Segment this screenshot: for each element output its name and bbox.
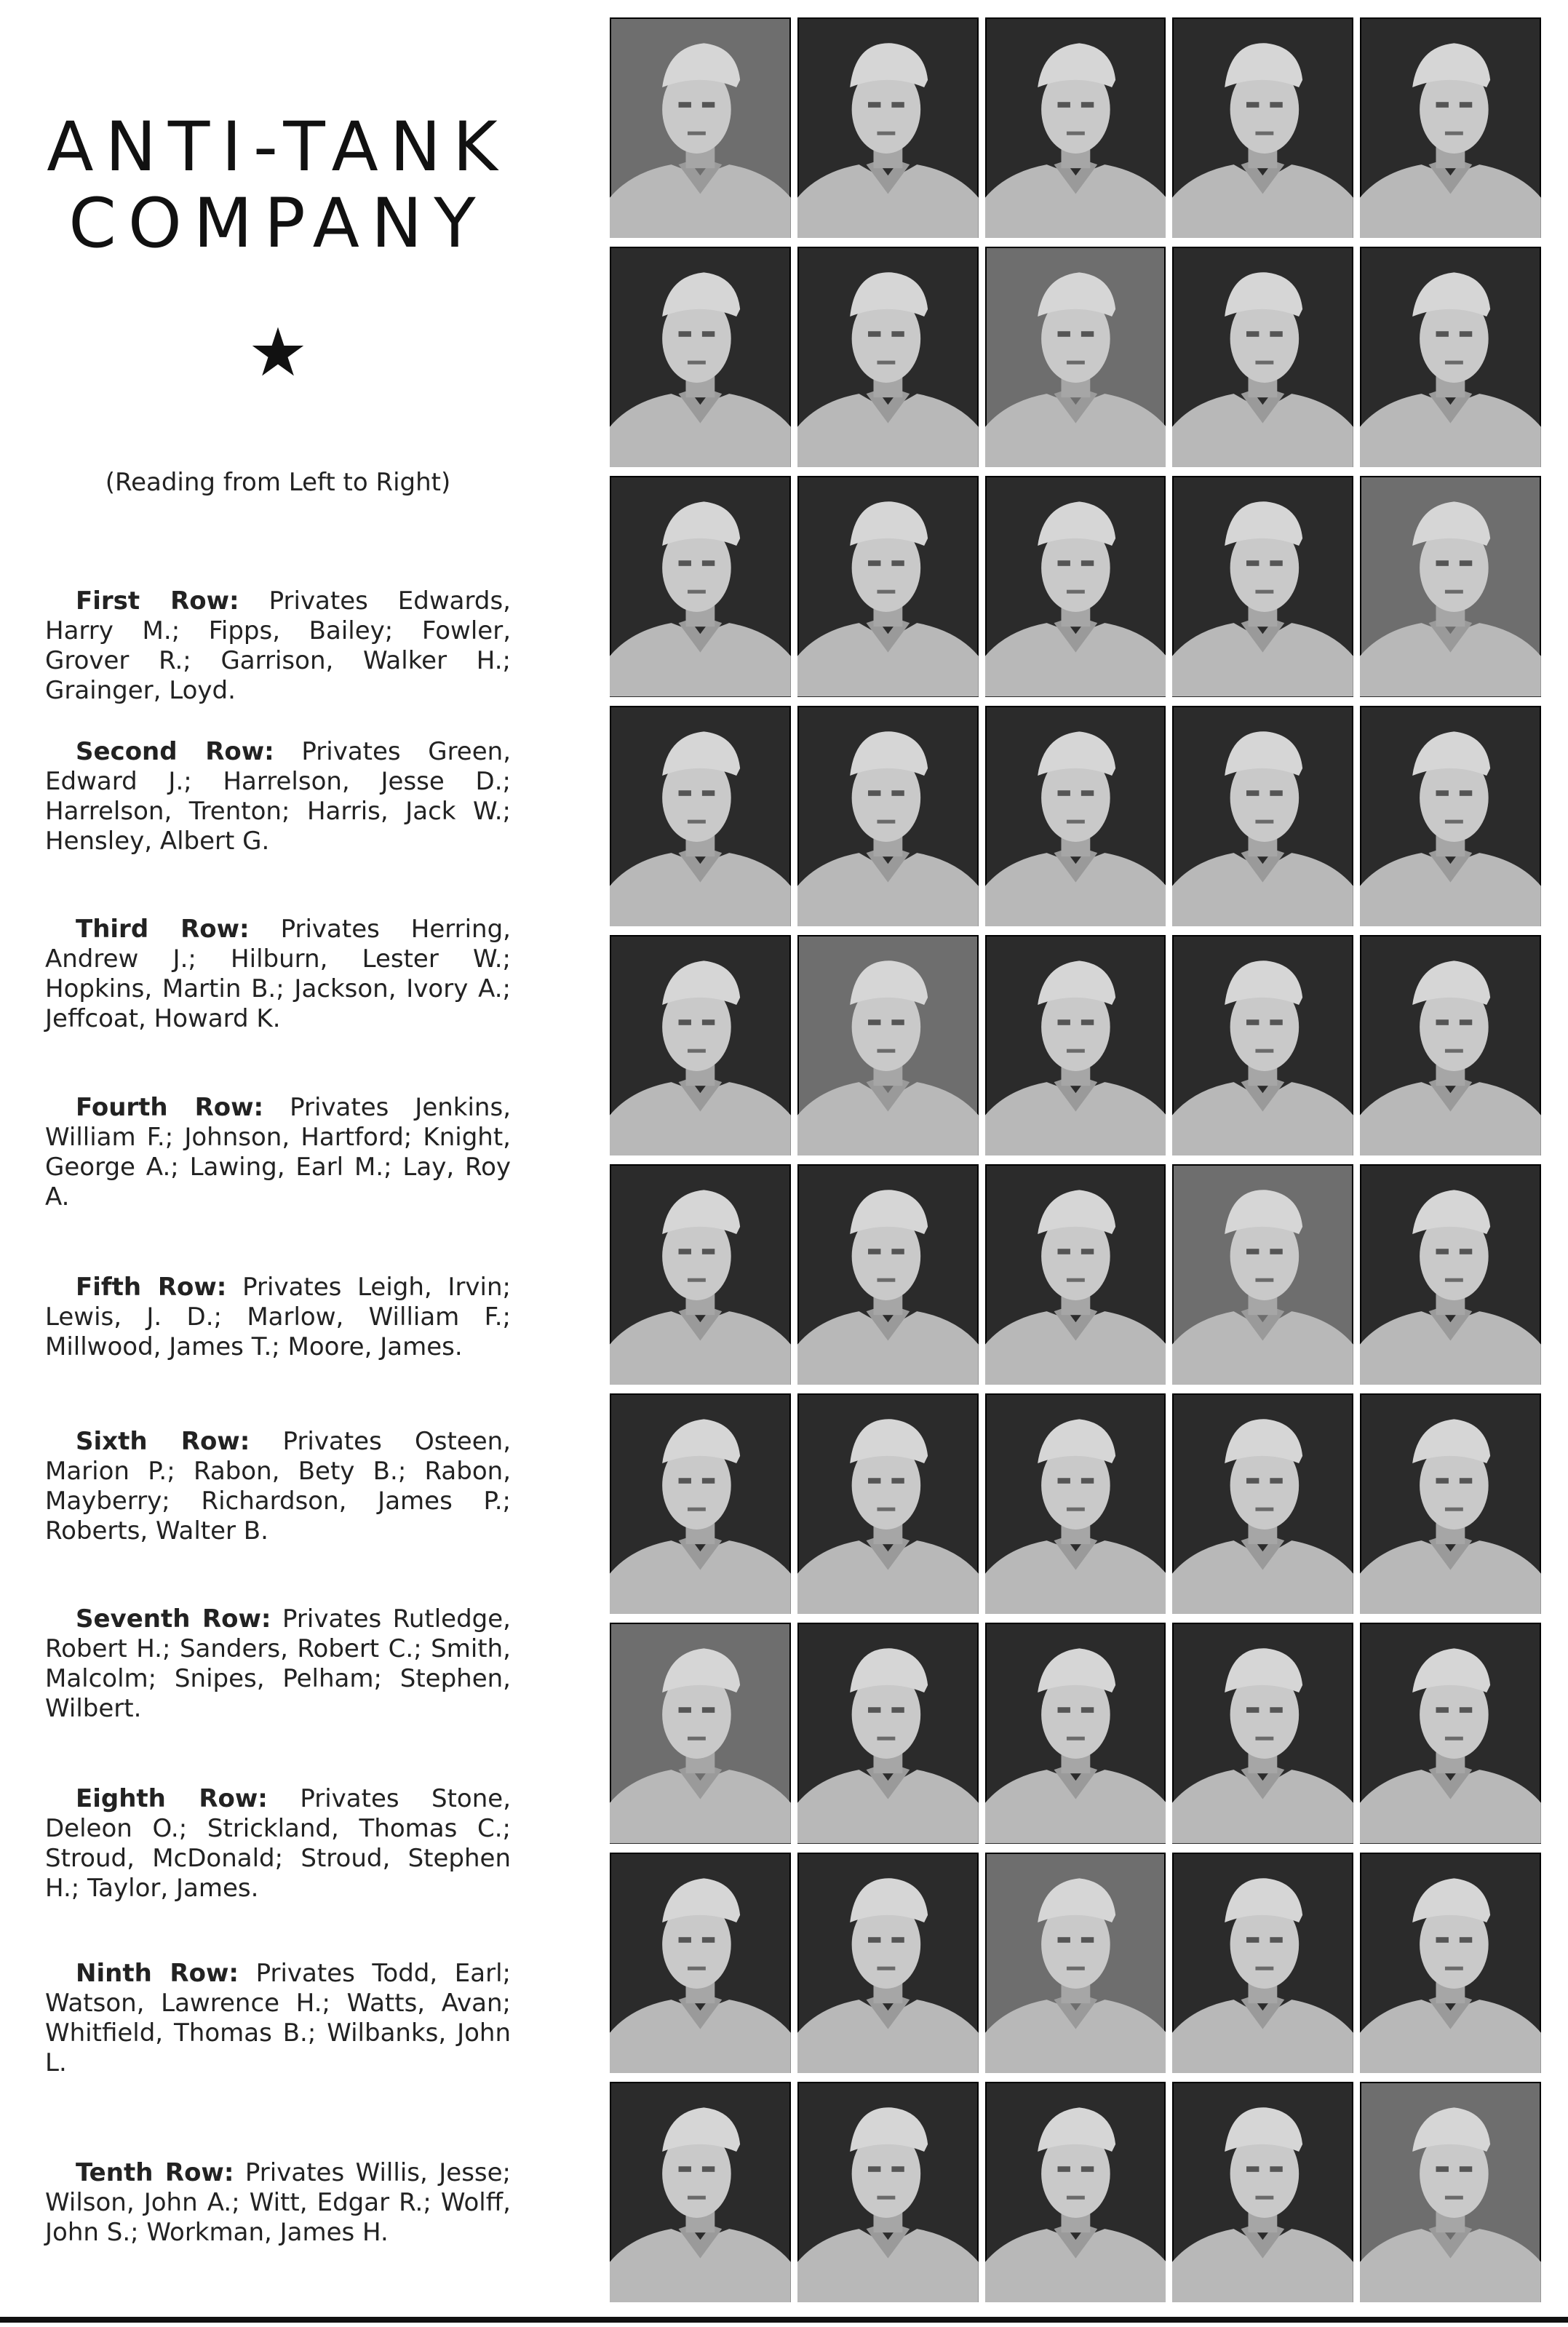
row-names: Privates Rutledge, Robert H.; Sanders, Robert C.; Smith, Malcolm; Snipes, Pelham; Stephen, Wilbert. — [45, 1604, 511, 1723]
portrait-photo — [797, 935, 979, 1155]
portrait-photo — [1360, 1164, 1541, 1385]
portrait-photo — [797, 1164, 979, 1385]
portrait-photo — [1172, 706, 1353, 926]
row-label: Eighth Row: — [76, 1784, 268, 1813]
soldier-portrait-icon — [610, 17, 791, 238]
soldier-portrait-icon — [797, 17, 979, 238]
soldier-portrait-icon — [1360, 935, 1541, 1155]
star-icon: ★ — [247, 313, 309, 391]
row-caption — [45, 1784, 511, 1904]
soldier-portrait-icon — [985, 476, 1166, 696]
portrait-photo — [797, 1623, 979, 1843]
soldier-portrait-icon — [1360, 706, 1541, 926]
title-line-1: ANTI-TANK — [47, 108, 509, 187]
soldier-portrait-icon — [985, 935, 1166, 1155]
soldier-portrait-icon — [1360, 2082, 1541, 2302]
soldier-portrait-icon — [1172, 2082, 1353, 2302]
portrait-photo — [610, 1164, 791, 1385]
row-caption — [45, 586, 511, 706]
portrait-photo — [797, 1853, 979, 2073]
portrait-photo — [610, 1853, 791, 2073]
portrait-photo — [1172, 1393, 1353, 1614]
portrait-photo — [797, 17, 979, 238]
soldier-portrait-icon — [797, 1393, 979, 1614]
soldier-portrait-icon — [1360, 476, 1541, 696]
soldier-portrait-icon — [610, 706, 791, 926]
soldier-portrait-icon — [1172, 935, 1353, 1155]
soldier-portrait-icon — [985, 2082, 1166, 2302]
portrait-photo — [1360, 706, 1541, 926]
portrait-photo — [985, 476, 1166, 696]
soldier-portrait-icon — [1172, 17, 1353, 238]
portrait-photo — [985, 1393, 1166, 1614]
portrait-photo — [1172, 247, 1353, 467]
soldier-portrait-icon — [985, 17, 1166, 238]
row-label: Second Row: — [76, 737, 274, 766]
portrait-photo — [1360, 17, 1541, 238]
soldier-portrait-icon — [985, 1393, 1166, 1614]
portrait-photo — [1360, 2082, 1541, 2302]
soldier-portrait-icon — [1360, 1164, 1541, 1385]
soldier-portrait-icon — [610, 1164, 791, 1385]
soldier-portrait-icon — [797, 1853, 979, 2073]
portrait-photo — [985, 2082, 1166, 2302]
soldier-portrait-icon — [985, 1623, 1166, 1843]
soldier-portrait-icon — [610, 476, 791, 696]
row-label: Fifth Row: — [76, 1273, 227, 1302]
portrait-photo — [985, 1623, 1166, 1843]
portrait-photo — [797, 2082, 979, 2302]
portrait-photo — [985, 1164, 1166, 1385]
soldier-portrait-icon — [610, 1393, 791, 1614]
portrait-photo — [610, 17, 791, 238]
portrait-photo — [797, 247, 979, 467]
soldier-portrait-icon — [985, 247, 1166, 467]
portrait-photo — [985, 935, 1166, 1155]
soldier-portrait-icon — [1360, 1393, 1541, 1614]
portrait-photo — [985, 17, 1166, 238]
soldier-portrait-icon — [1360, 17, 1541, 238]
soldier-portrait-icon — [1360, 247, 1541, 467]
soldier-portrait-icon — [610, 935, 791, 1155]
soldier-portrait-icon — [797, 706, 979, 926]
portrait-photo — [1172, 17, 1353, 238]
caption-column — [45, 109, 511, 535]
soldier-portrait-icon — [610, 2082, 791, 2302]
portrait-photo — [1172, 935, 1353, 1155]
row-label: Tenth Row: — [76, 2158, 234, 2187]
soldier-portrait-icon — [1172, 476, 1353, 696]
soldier-portrait-icon — [610, 247, 791, 467]
soldier-portrait-icon — [985, 1164, 1166, 1385]
row-names: Privates Leigh, Irvin; Lewis, J. D.; Marlow, William F.; Millwood, James T.; Moore, James. — [45, 1273, 512, 1361]
portrait-photo — [1360, 476, 1541, 696]
soldier-portrait-icon — [1360, 1623, 1541, 1843]
soldier-portrait-icon — [1172, 1164, 1353, 1385]
row-caption — [45, 1604, 511, 1724]
portrait-photo — [1360, 247, 1541, 467]
portrait-photo — [610, 2082, 791, 2302]
portrait-photo — [1172, 476, 1353, 696]
portrait-photo — [1360, 1623, 1541, 1843]
soldier-portrait-icon — [1172, 247, 1353, 467]
bottom-rule — [0, 2317, 1568, 2323]
soldier-portrait-icon — [797, 1164, 979, 1385]
soldier-portrait-icon — [797, 935, 979, 1155]
row-label: First Row: — [76, 586, 239, 616]
soldier-portrait-icon — [797, 2082, 979, 2302]
row-names: Privates Edwards, Harry M.; Fipps, Bailey; Fowler, Grover R.; Garrison, Walker H.; Grainger, Loyd. — [45, 586, 511, 705]
portrait-photo — [610, 935, 791, 1155]
soldier-portrait-icon — [1172, 706, 1353, 926]
soldier-portrait-icon — [985, 1853, 1166, 2073]
row-label: Fourth Row: — [76, 1093, 264, 1122]
portrait-photo — [985, 706, 1166, 926]
portrait-photo — [1360, 935, 1541, 1155]
row-caption — [45, 1959, 511, 2078]
portrait-photo — [610, 1393, 791, 1614]
row-names: Privates Osteen, Marion P.; Rabon, Bety B.; Rabon, Mayberry; Richardson, James P.; Roberts, Walter B. — [45, 1427, 512, 1546]
row-names: Privates Jenkins, William F.; Johnson, Hartford; Knight, George A.; Lawing, Earl M.; Lay, Roy A. — [45, 1093, 511, 1212]
soldier-portrait-icon — [797, 476, 979, 696]
portrait-photo — [610, 1623, 791, 1843]
soldier-portrait-icon — [1172, 1623, 1353, 1843]
portrait-photo — [610, 706, 791, 926]
reading-note: (Reading from Left to Right) — [105, 467, 451, 497]
portrait-grid — [610, 17, 1541, 2302]
soldier-portrait-icon — [1172, 1393, 1353, 1614]
soldier-portrait-icon — [985, 706, 1166, 926]
portrait-photo — [985, 247, 1166, 467]
row-names: Privates Stone, Deleon O.; Strickland, Thomas C.; Stroud, McDonald; Stroud, Stephen H.; Taylor, James. — [45, 1784, 511, 1903]
soldier-portrait-icon — [797, 1623, 979, 1843]
row-caption — [45, 1273, 511, 1362]
row-caption — [45, 915, 511, 1034]
portrait-photo — [1172, 2082, 1353, 2302]
soldier-portrait-icon — [1360, 1853, 1541, 2073]
row-caption — [45, 1093, 511, 1212]
soldier-portrait-icon — [1172, 1853, 1353, 2073]
portrait-photo — [985, 1853, 1166, 2073]
portrait-photo — [610, 247, 791, 467]
row-label: Seventh Row: — [76, 1604, 271, 1634]
soldier-portrait-icon — [610, 1853, 791, 2073]
row-caption — [45, 1427, 511, 1546]
row-caption — [45, 2158, 511, 2248]
portrait-photo — [1172, 1623, 1353, 1843]
row-label: Third Row: — [76, 915, 250, 944]
portrait-photo — [797, 1393, 979, 1614]
row-caption — [45, 737, 511, 856]
portrait-photo — [610, 476, 791, 696]
row-names: Privates Todd, Earl; Watson, Lawrence H.; Watts, Avan; Whitfield, Thomas B.; Wilbanks, John L. — [45, 1959, 512, 2077]
portrait-photo — [797, 706, 979, 926]
portrait-photo — [797, 476, 979, 696]
row-names: Privates Green, Edward J.; Harrelson, Jesse D.; Harrelson, Trenton; Harris, Jack W.; Hensley, Albert G. — [45, 737, 512, 856]
title-line-2: COMPANY — [68, 184, 487, 264]
soldier-portrait-icon — [610, 1623, 791, 1843]
row-label: Ninth Row: — [76, 1959, 239, 1988]
portrait-photo — [1360, 1393, 1541, 1614]
portrait-photo — [1360, 1853, 1541, 2073]
page-title — [45, 109, 511, 263]
soldier-portrait-icon — [797, 247, 979, 467]
row-label: Sixth Row: — [76, 1427, 250, 1456]
row-names: Privates Willis, Jesse; Wilson, John A.; Witt, Edgar R.; Wolff, John S.; Workman, James H. — [45, 2158, 511, 2247]
portrait-photo — [1172, 1853, 1353, 2073]
row-names: Privates Herring, Andrew J.; Hilburn, Lester W.; Hopkins, Martin B.; Jackson, Ivory A.; Jeffcoat, Howard K. — [45, 915, 511, 1033]
portrait-photo — [1172, 1164, 1353, 1385]
